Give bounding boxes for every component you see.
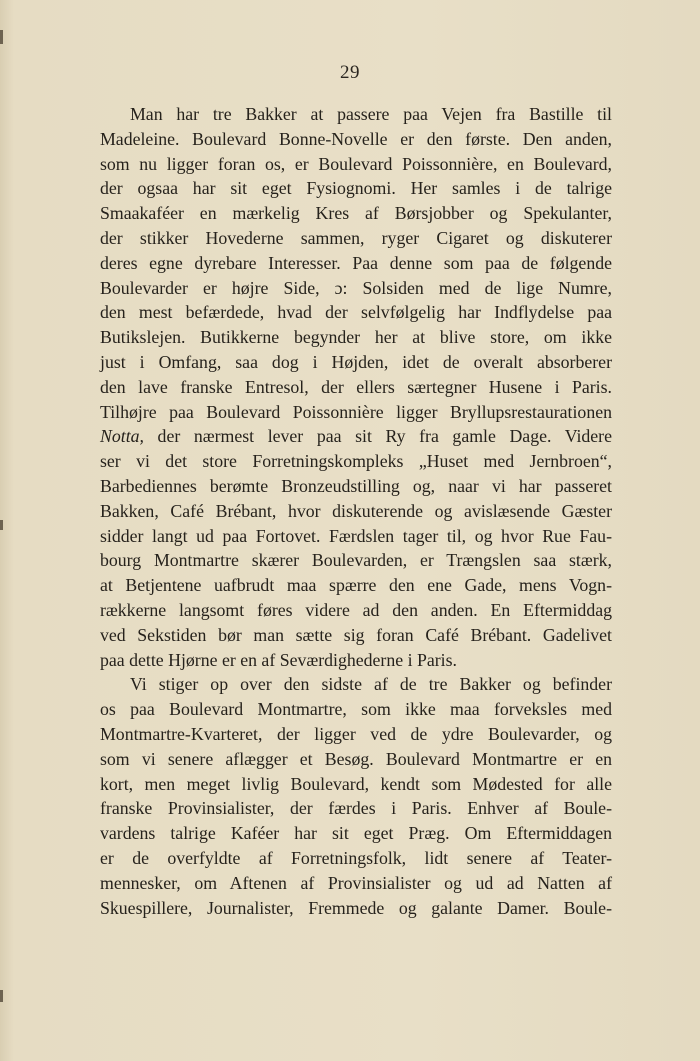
text-line: Vi stiger op over den sidste af de tre Bakker og befinder — [130, 674, 612, 695]
text-line: Tilhøjre paa Boulevard Poissonnière ligger Bryllupsrestaurationen — [100, 401, 612, 422]
text-line: Butikslejen. Butikkerne begynder her at blive store, om ikke — [100, 327, 612, 348]
text-line: franske Provinsialister, der færdes i Paris. Enhver af Boule- — [100, 798, 612, 819]
text-line: rækkerne langsomt føres videre ad den anden. En Eftermiddag — [100, 599, 612, 620]
text-line: sidder langt ud paa Fortovet. Færdslen tager til, og hvor Rue Fau- — [100, 525, 612, 546]
text-line: Madeleine. Boulevard Bonne-Novelle er den første. Den anden, — [100, 128, 612, 149]
text-line: Bakken, Café Brébant, hvor diskuterende og avislæsende Gæster — [100, 500, 612, 521]
text-line: vardens talrige Kaféer har sit eget Præg. Om Eftermiddagen — [100, 823, 612, 844]
binding-edge-mark — [0, 990, 3, 1002]
text-line: Barbediennes berømte Bronzeudstilling og, naar vi har passeret — [100, 475, 612, 496]
italic-name: Notta, — [100, 426, 144, 447]
binding-edge-mark — [0, 520, 3, 530]
text-line: den mest befærdede, hvad der selvfølgelig har Indflydelse paa — [100, 302, 612, 323]
text-line: at Betjentene uafbrudt maa spærre den ene Gade, mens Vogn- — [100, 575, 612, 596]
body-text — [100, 102, 612, 920]
text-line: der stikker Hovederne sammen, ryger Cigaret og diskuterer — [100, 227, 612, 248]
text-line: er de overfyldte af Forretningsfolk, lidt senere af Teater- — [100, 847, 612, 868]
text-line: Smaakaféer en mærkelig Kres af Børsjobber og Spekulanter, — [100, 203, 612, 224]
text-line: Skuespillere, Journalister, Fremmede og galante Damer. Boule- — [100, 897, 612, 918]
text-line: deres egne dyrebare Interesser. Paa denne som paa de følgende — [100, 252, 612, 273]
text-line: som nu ligger foran os, er Boulevard Poissonnière, en Boulevard, — [100, 153, 612, 174]
text-line: som vi senere aflægger et Besøg. Boulevard Montmartre er en — [100, 748, 612, 769]
text-line: Boulevarder er højre Side, ɔ: Solsiden med de lige Numre, — [100, 277, 612, 298]
text-line: kort, men meget livlig Boulevard, kendt som Mødested for alle — [100, 773, 612, 794]
binding-edge-mark — [0, 30, 3, 44]
text-line: ser vi det store Forretningskompleks „Huset med Jernbroen“, — [100, 451, 612, 472]
text-line: paa dette Hjørne er en af Seværdighederne i Paris. — [100, 649, 457, 670]
page-number: 29 — [340, 62, 360, 83]
text-line: mennesker, om Aftenen af Provinsialister og ud ad Natten af — [100, 872, 612, 893]
text-line — [100, 424, 612, 449]
text-line: os paa Boulevard Montmartre, som ikke maa forveksles med — [100, 699, 612, 720]
text-line: der ogsaa har sit eget Fysiognomi. Her samles i de talrige — [100, 178, 612, 199]
text-line: ved Sekstiden bør man sætte sig foran Café Brébant. Gadelivet — [100, 624, 612, 645]
text-line: bourg Montmartre skærer Boulevarden, er Trængslen saa stærk, — [100, 550, 612, 571]
text-line: just i Omfang, saa dog i Højden, idet de overalt absorberer — [100, 351, 612, 372]
text-line: Montmartre-Kvarteret, der ligger ved de ydre Boulevarder, og — [100, 723, 612, 744]
text-line: Man har tre Bakker at passere paa Vejen fra Bastille til — [130, 104, 612, 124]
text-line: den lave franske Entresol, der ellers særtegner Husene i Paris. — [100, 376, 612, 397]
text-line-rest: der nærmest lever paa sit Ry fra gamle Dage. Videre — [143, 426, 612, 447]
